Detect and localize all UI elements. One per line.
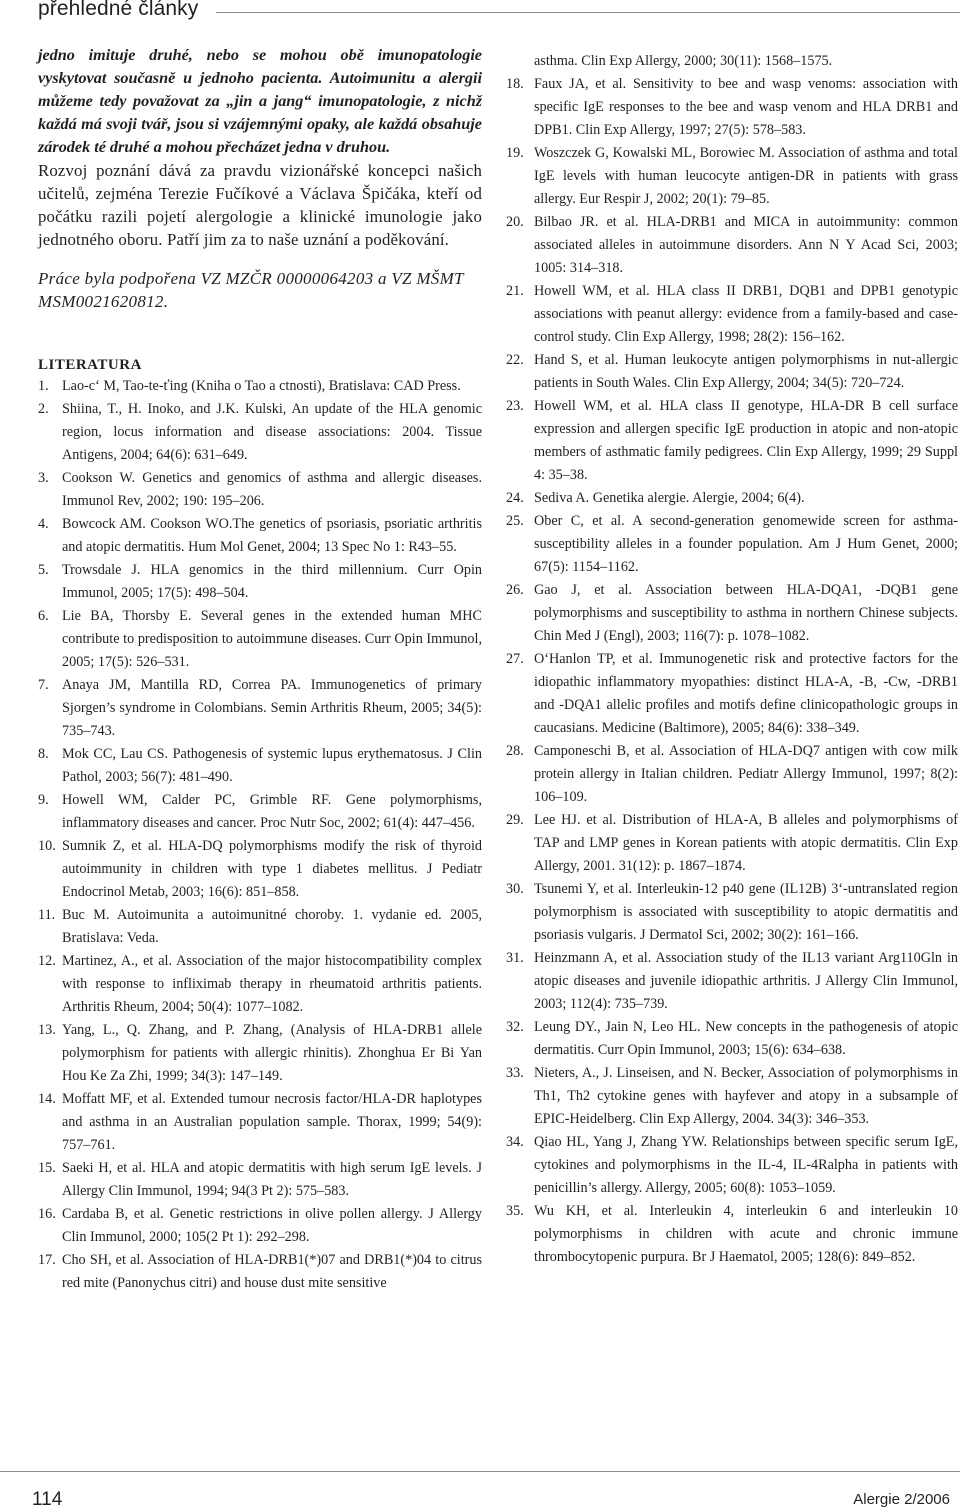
reference-number: 8. (38, 746, 49, 762)
reference-item (506, 579, 958, 648)
reference-number: 26. (506, 582, 524, 598)
reference-item (38, 467, 482, 513)
reference-text: Faux JA, et al. Sensitivity to bee and wasp venoms: association with specific IgE responses to the bee and wasp venom and HLA DRB1 and DPB1. Clin Exp Allergy, 1997; 27(5): 578–583. (534, 76, 958, 138)
reference-item (506, 280, 958, 349)
reference-text: Shiina, T., H. Inoko, and J.K. Kulski, An update of the HLA genomic region, locus information and disease associations: 2004. Tissue Antigens, 2004; 64(6): 631–649. (62, 401, 482, 463)
reference-item (506, 510, 958, 579)
reference-number: 4. (38, 516, 49, 532)
reference-text: Lee HJ. et al. Distribution of HLA-A, B alleles and polymorphisms of TAP and LMP genes in Korean patients with atopic dermatitis. Clin Exp Allergy, 2001. 31(12): p. 1867–1874. (534, 812, 958, 874)
reference-text: Howell WM, et al. HLA class II DRB1, DQB1 and DPB1 genotypic associations with peanut allergy: evidence from a family-based and case-control study. Clin Exp Allergy, 1998; 28(2): 156–162. (534, 283, 958, 345)
reference-item (506, 740, 958, 809)
reference-number: 3. (38, 470, 49, 486)
reference-item (506, 1016, 958, 1062)
reference-number: 32. (506, 1019, 524, 1035)
italic-paragraph: jedno imituje druhé, nebo se mohou obě imunopatologie vyskytovat současně u jednoho pacienta. Autoimunitu a alergii můžeme tedy považovat za „jin a jang“ imunopatologie, z nichž každá má svoji tvář, jsou si vzájemnými opaky, ale každá obsahuje zárodek té druhé a mohou přecházet jedna v druhou. (38, 46, 482, 156)
reference-text: Sediva A. Genetika alergie. Alergie, 2004; 6(4). (534, 490, 805, 506)
reference-number: 21. (506, 283, 524, 299)
reference-text: Cardaba B, et al. Genetic restrictions in olive pollen allergy. J Allergy Clin Immunol, 2000; 105(2 Pt 1): 292–298. (62, 1206, 482, 1245)
reference-item (506, 947, 958, 1016)
reference-number: 33. (506, 1065, 524, 1081)
reference-number: 24. (506, 490, 524, 506)
reference-text: Sumnik Z, et al. HLA-DQ polymorphisms modify the risk of thyroid autoimmunity in children with type 1 diabetes mellitus. J Pediatr Endocrinol Metab, 2003; 16(6): 851–858. (62, 838, 482, 900)
reference-item (38, 1088, 482, 1157)
reference-text: Leung DY., Jain N, Leo HL. New concepts in the pathogenesis of atopic dermatitis. Curr Opin Immunol, 2003; 15(6): 634–638. (534, 1019, 958, 1058)
reference-number: 34. (506, 1134, 524, 1150)
reference-number: 9. (38, 792, 49, 808)
reference-item (38, 513, 482, 559)
reference-text: Howell WM, Calder PC, Grimble RF. Gene polymorphisms, inflammatory diseases and cancer. Proc Nutr Soc, 2002; 61(4): 447–456. (62, 792, 482, 831)
reference-text: Howell WM, et al. HLA class II genotype, HLA-DR B cell surface expression and allergen specific IgE production in atopic and non-atopic members of asthmatic family pedigrees. Clin Exp Allergy, 1999; 29 Suppl 4: 35–38. (534, 398, 958, 483)
reference-number: 18. (506, 76, 524, 92)
reference-item (506, 809, 958, 878)
reference-number: 6. (38, 608, 49, 624)
reference-number: 28. (506, 743, 524, 759)
reference-text: Cho SH, et al. Association of HLA-DRB1(*)07 and DRB1(*)04 to citrus red mite (Panonychus citri) and house dust mite sensitive (62, 1252, 482, 1291)
reference-number: 25. (506, 513, 524, 529)
reference-number: 15. (38, 1160, 56, 1176)
reference-text: Tsunemi Y, et al. Interleukin-12 p40 gene (IL12B) 3‘-untranslated region polymorphism is associated with susceptibility to atopic dermatitis and psoriasis vulgaris. J Dermatol Sci, 2002; 30(2): 161–166. (534, 881, 958, 943)
reference-item (506, 1200, 958, 1269)
reference-number: 17. (38, 1252, 56, 1268)
reference-item (506, 1131, 958, 1200)
reference-list-left (38, 375, 482, 1295)
journal-issue: Alergie 2/2006 (853, 1491, 950, 1508)
reference-item (506, 142, 958, 211)
left-column (38, 44, 482, 1295)
reference-text: Bilbao JR. et al. HLA-DRB1 and MICA in autoimmunity: common associated alleles in autoimmune disorders. Ann N Y Acad Sci, 2003; 1005: 314–318. (534, 214, 958, 276)
reference-number: 31. (506, 950, 524, 966)
page-header (0, 0, 960, 30)
reference-number: 35. (506, 1203, 524, 1219)
reference-text: Martinez, A., et al. Association of the major histocompatibility complex with response to infliximab therapy in rheumatoid arthritis patients. Arthritis Rheum, 2004; 50(4): 1077–1082. (62, 953, 482, 1015)
reference-number: 5. (38, 562, 49, 578)
funding-note: Práce byla podpořena VZ MZČR 00000064203 a VZ MŠMT MSM0021620812. (38, 269, 464, 311)
section-title: přehledné články (38, 0, 199, 20)
reference-item (506, 349, 958, 395)
reference-text: Hand S, et al. Human leukocyte antigen polymorphisms in nut-allergic patients in South Wales. Clin Exp Allergy, 2004; 34(5): 720–724. (534, 352, 958, 391)
reference-number: 13. (38, 1022, 56, 1038)
reference-item (38, 1203, 482, 1249)
reference-text: Lao-c‘ M, Tao-te-ťing (Kniha o Tao a ctnosti), Bratislava: CAD Press. (62, 378, 461, 394)
reference-item (506, 1062, 958, 1131)
reference-item (506, 73, 958, 142)
reference-text: Lie BA, Thorsby E. Several genes in the extended human MHC contribute to predisposition to autoimmune diseases. Curr Opin Immunol, 2005; 17(5): 526–531. (62, 608, 482, 670)
reference-item (38, 398, 482, 467)
reference-item (38, 950, 482, 1019)
reference-text: Cookson W. Genetics and genomics of asthma and allergic diseases. Immunol Rev, 2002; 190: 195–206. (62, 470, 482, 509)
reference-number: 1. (38, 378, 49, 394)
footer-rule (0, 1471, 960, 1472)
reference-number: 23. (506, 398, 524, 414)
reference-text: Heinzmann A, et al. Association study of the IL13 variant Arg110Gln in atopic diseases and juvenile idiopathic arthritis. J Allergy Clin Immunol, 2003; 112(4): 735–739. (534, 950, 958, 1012)
right-column (506, 50, 958, 1269)
reference-text: Qiao HL, Yang J, Zhang YW. Relationships between specific serum IgE, cytokines and polymorphisms in the IL-4, IL-4Ralpha in patients with penicillin’s allergy. Allergy, 2005; 60(8): 1053–1059. (534, 1134, 958, 1196)
literature-heading: LITERATURA (38, 357, 142, 373)
body-paragraph: Rozvoj poznání dává za pravdu vizionářské koncepci našich učitelů, zejména Terezie Fučíkové a Václava Špičáka, kteří od počátku razili pojetí alergologie a klinické imunologie jako jednotného oboru. Patří jim za to naše uznání a poděkování. (38, 161, 482, 249)
reference-text: Saeki H, et al. HLA and atopic dermatitis with high serum IgE levels. J Allergy Clin Immunol, 1994; 94(3 Pt 2): 575–583. (62, 1160, 482, 1199)
reference-text: Wu KH, et al. Interleukin 4, interleukin 6 and interleukin 10 polymorphisms in children with acute and chronic immune thrombocytopenic purpura. Br J Haematol, 2005; 128(6): 849–852. (534, 1203, 958, 1265)
header-rule (216, 12, 960, 13)
reference-item (38, 789, 482, 835)
reference-item (38, 743, 482, 789)
reference-number: 19. (506, 145, 524, 161)
reference-text: Anaya JM, Mantilla RD, Correa PA. Immunogenetics of primary Sjorgen’s syndrome in Colombians. Semin Arthritis Rheum, 2005; 34(5): 735–743. (62, 677, 482, 739)
reference-text: Nieters, A., J. Linseisen, and N. Becker, Association of polymorphisms in Th1, Th2 cytokine genes with hayfever and atopy in a subsample of EPIC-Heidelberg. Clin Exp Allergy, 2004. 34(3): 346–353. (534, 1065, 958, 1127)
reference-item (506, 395, 958, 487)
reference-item (38, 1019, 482, 1088)
page-number: 114 (32, 1489, 63, 1510)
reference-number: 12. (38, 953, 56, 969)
reference-text: Ober C, et al. A second-generation genomewide screen for asthma-susceptibility alleles in a founder population. Am J Hum Genet, 2000; 67(5): 1154–1162. (534, 513, 958, 575)
reference-text: Bowcock AM. Cookson WO.The genetics of psoriasis, psoriatic arthritis and atopic dermatitis. Hum Mol Genet, 2004; 13 Spec No 1: R43–55. (62, 516, 482, 555)
reference-text: Trowsdale J. HLA genomics in the third millennium. Curr Opin Immunol, 2005; 17(5): 498–504. (62, 562, 482, 601)
reference-item (506, 648, 958, 740)
reference-number: 27. (506, 651, 524, 667)
reference-item (38, 1157, 482, 1203)
reference-text: Gao J, et al. Association between HLA-DQA1, -DQB1 gene polymorphisms and susceptibility to asthma in northern Chinese subjects. Chin Med J (Engl), 2003; 116(7): p. 1078–1082. (534, 582, 958, 644)
reference-item (38, 835, 482, 904)
reference-text: Mok CC, Lau CS. Pathogenesis of systemic lupus erythematosus. J Clin Pathol, 2003; 56(7): 481–490. (62, 746, 482, 785)
reference-text: Buc M. Autoimunita a autoimunitné choroby. 1. vydanie ed. 2005, Bratislava: Veda. (62, 907, 482, 946)
reference-number: 29. (506, 812, 524, 828)
reference-number: 7. (38, 677, 49, 693)
reference-item (38, 375, 482, 398)
reference-item (506, 487, 958, 510)
reference-item (506, 878, 958, 947)
reference-text: Moffatt MF, et al. Extended tumour necrosis factor/HLA-DR haplotypes and asthma in an Australian population sample. Thorax, 1999; 54(9): 757–761. (62, 1091, 482, 1153)
reference-item (38, 1249, 482, 1295)
reference-number: 22. (506, 352, 524, 368)
reference-number: 30. (506, 881, 524, 897)
reference-text: Camponeschi B, et al. Association of HLA-DQ7 antigen with cow milk protein allergy in Italian children. Pediatr Allergy Immunol, 1997; 8(2): 106–109. (534, 743, 958, 805)
reference-number: 2. (38, 401, 49, 417)
reference-number: 11. (38, 907, 56, 923)
reference-text: Yang, L., Q. Zhang, and P. Zhang, (Analysis of HLA-DRB1 allele polymorphism for patients with allergic rhinitis). Zhonghua Er Bi Yan Hou Ke Za Zhi, 1999; 34(3): 147–149. (62, 1022, 482, 1084)
reference-number: 20. (506, 214, 524, 230)
reference-item (38, 559, 482, 605)
reference-number: 14. (38, 1091, 56, 1107)
reference-item (38, 605, 482, 674)
reference-number: 16. (38, 1206, 56, 1222)
reference-text: O‘Hanlon TP, et al. Immunogenetic risk and protective factors for the idiopathic inflammatory myopathies: distinct HLA-A, -B, -Cw, -DRB1 and -DQA1 allelic profiles and motifs define clinicopathologic groups in caucasians. Medicine (Baltimore), 2005; 84(6): 338–349. (534, 651, 958, 736)
reference-text: Woszczek G, Kowalski ML, Borowiec M. Association of asthma and total IgE levels with human leucocyte antigen-DR in patients with grass allergy. Eur Respir J, 2002; 20(1): 79–85. (534, 145, 958, 207)
reference-continuation: asthma. Clin Exp Allergy, 2000; 30(11): 1568–1575. (534, 53, 833, 69)
reference-item (506, 211, 958, 280)
reference-item (38, 904, 482, 950)
reference-list-right (506, 73, 958, 1269)
reference-item (38, 674, 482, 743)
reference-number: 10. (38, 838, 56, 854)
